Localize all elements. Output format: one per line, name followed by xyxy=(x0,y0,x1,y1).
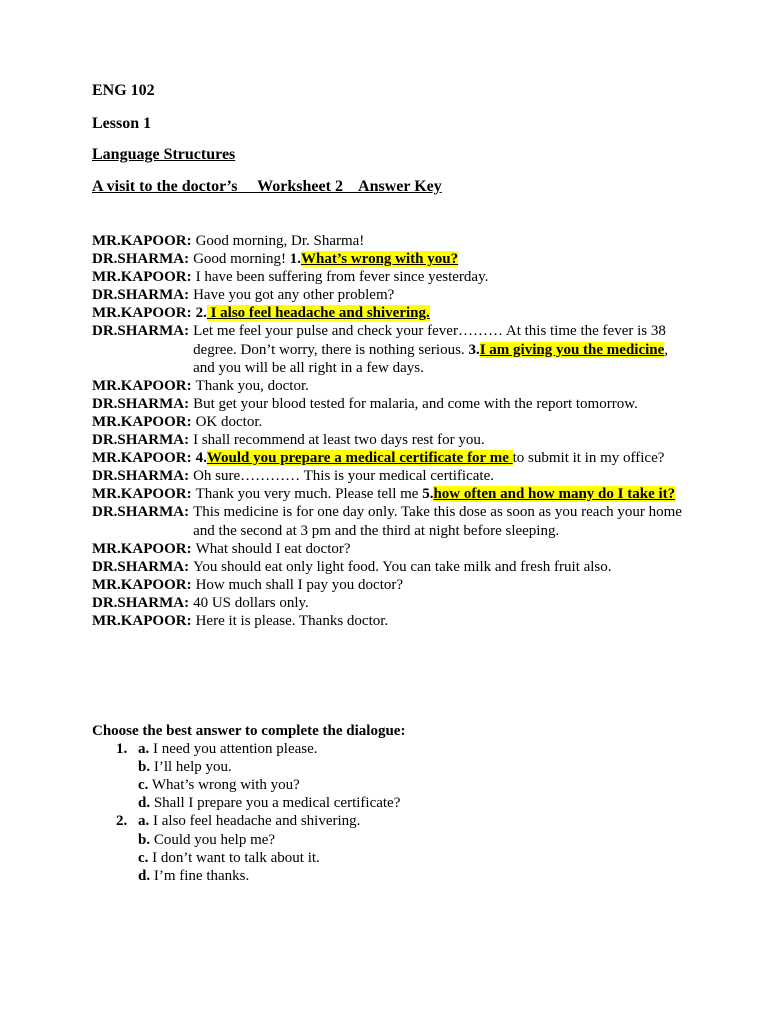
answer-highlight: I also feel headache and shivering. xyxy=(206,305,430,322)
dialogue-line xyxy=(92,594,692,612)
question-number: 1. xyxy=(116,741,128,758)
utterance xyxy=(193,431,692,449)
dialogue-line xyxy=(92,503,692,539)
dialogue-line xyxy=(92,467,692,485)
answer-option xyxy=(138,776,692,794)
question-number: 2. xyxy=(116,813,128,830)
option-letter: b. xyxy=(138,831,151,848)
option-text: What’s wrong with you? xyxy=(148,777,300,794)
utterance-text: Have you got any other problem? xyxy=(193,287,395,304)
utterance-text: Good morning! xyxy=(193,251,290,268)
quiz-section xyxy=(92,722,692,885)
utterance xyxy=(196,576,692,594)
utterance xyxy=(193,395,692,413)
speaker-label: MR.KAPOOR: xyxy=(92,450,192,467)
speaker-label: DR.SHARMA: xyxy=(92,594,190,611)
speaker-label: MR.KAPOOR: xyxy=(92,540,192,557)
answer-number: 5. xyxy=(422,486,434,503)
utterance-text: , and you will be all right in a few days. xyxy=(193,341,669,376)
speaker-label: MR.KAPOOR: xyxy=(92,269,192,286)
speaker-label: DR.SHARMA: xyxy=(92,468,190,485)
utterance-text: Good morning, Dr. Sharma! xyxy=(195,233,365,249)
speaker-label: DR.SHARMA: xyxy=(92,558,190,575)
worksheet-title: A visit to the doctor’s Worksheet 2 Answer Key xyxy=(92,178,442,195)
speaker-label: MR.KAPOOR: xyxy=(92,576,192,593)
utterance-text: Let me feel your pulse and check your fever……… At this time the fever is 38 degree. Don’t worry, there is nothing serious. xyxy=(193,323,666,358)
answer-option xyxy=(138,831,692,849)
utterance-text: Thank you, doctor. xyxy=(195,377,309,394)
speaker-label: DR.SHARMA: xyxy=(92,504,190,521)
utterance xyxy=(196,304,692,322)
dialogue-line xyxy=(92,612,692,630)
dialogue-line xyxy=(92,558,692,576)
answer-number: 3. xyxy=(468,341,480,358)
course-code: ENG 102 xyxy=(92,82,155,99)
option-text: Shall I prepare you a medical certificate? xyxy=(150,795,401,812)
utterance-text: I have been suffering from fever since yesterday. xyxy=(195,269,489,286)
option-text: I also feel headache and shivering. xyxy=(149,813,361,830)
utterance-text: This medicine is for one day only. Take this dose as soon as you reach your home and the second at 3 pm and the third at night before sleeping. xyxy=(193,504,682,539)
speaker-label: MR.KAPOOR: xyxy=(92,305,192,322)
utterance xyxy=(196,377,692,395)
dialogue-line xyxy=(92,232,692,250)
answer-number: 2. xyxy=(195,305,207,322)
answer-number: 4. xyxy=(195,450,207,467)
utterance-text: Thank you very much. Please tell me xyxy=(195,486,423,503)
question-item xyxy=(92,740,692,812)
option-letter: c. xyxy=(138,777,149,794)
option-text: Could you help me? xyxy=(150,831,276,848)
answer-option xyxy=(138,794,692,812)
utterance xyxy=(196,540,692,558)
answer-highlight: I am giving you the medicine xyxy=(479,341,665,358)
speaker-label: DR.SHARMA: xyxy=(92,251,190,268)
option-letter: d. xyxy=(138,795,151,812)
utterance xyxy=(193,322,692,376)
utterance-text: But get your blood tested for malaria, and come with the report tomorrow. xyxy=(193,395,638,412)
speaker-label: MR.KAPOOR: xyxy=(92,486,192,503)
dialogue-line xyxy=(92,250,692,268)
utterance xyxy=(193,558,692,576)
answer-highlight: What’s wrong with you? xyxy=(301,251,459,268)
utterance-text: I shall recommend at least two days rest for you. xyxy=(193,432,485,449)
option-text: I’m fine thanks. xyxy=(150,867,250,884)
utterance xyxy=(196,413,692,431)
utterance xyxy=(196,612,692,630)
utterance xyxy=(196,449,692,467)
option-letter: b. xyxy=(138,759,151,776)
dialogue-line xyxy=(92,304,692,322)
utterance-text: to submit it in my office? xyxy=(512,450,665,467)
dialogue xyxy=(92,232,692,630)
option-letter: c. xyxy=(138,849,149,866)
speaker-label: DR.SHARMA: xyxy=(92,323,190,340)
answer-option xyxy=(138,867,692,885)
utterance xyxy=(193,467,692,485)
utterance xyxy=(193,286,692,304)
utterance xyxy=(196,232,692,250)
dialogue-line xyxy=(92,485,692,503)
option-text: I need you attention please. xyxy=(149,741,318,758)
dialogue-line xyxy=(92,268,692,286)
utterance xyxy=(196,485,692,503)
answer-highlight: Would you prepare a medical certificate for me xyxy=(206,450,513,467)
answer-number: 1. xyxy=(289,251,301,268)
utterance-text: Here it is please. Thanks doctor. xyxy=(195,612,389,629)
dialogue-line xyxy=(92,576,692,594)
utterance-text: OK doctor. xyxy=(195,413,263,430)
utterance-text: You should eat only light food. You can take milk and fresh fruit also. xyxy=(193,558,612,575)
utterance-text: How much shall I pay you doctor? xyxy=(195,576,404,593)
answer-option xyxy=(138,812,692,830)
dialogue-line xyxy=(92,322,692,376)
utterance-text: What should I eat doctor? xyxy=(195,540,351,557)
dialogue-line xyxy=(92,395,692,413)
utterance xyxy=(193,594,692,612)
answer-option xyxy=(138,849,692,867)
question-list xyxy=(92,740,692,885)
utterance-text: 40 US dollars only. xyxy=(193,594,309,611)
option-letter: d. xyxy=(138,867,151,884)
speaker-label: MR.KAPOOR: xyxy=(92,612,192,629)
question-item xyxy=(92,812,692,884)
speaker-label: DR.SHARMA: xyxy=(92,395,190,412)
option-list xyxy=(138,812,692,884)
utterance xyxy=(193,250,692,268)
speaker-label: DR.SHARMA: xyxy=(92,432,190,449)
utterance xyxy=(193,503,692,539)
option-text: I’ll help you. xyxy=(150,759,232,776)
dialogue-line xyxy=(92,377,692,395)
speaker-label: MR.KAPOOR: xyxy=(92,413,192,430)
section-title: Language Structures xyxy=(92,146,236,163)
lesson-label: Lesson 1 xyxy=(92,115,152,132)
dialogue-line xyxy=(92,431,692,449)
speaker-label: MR.KAPOOR: xyxy=(92,233,192,249)
answer-option xyxy=(138,758,692,776)
utterance-text: Oh sure………… This is your medical certificate. xyxy=(193,468,494,485)
dialogue-line xyxy=(92,286,692,304)
answer-highlight: how often and how many do I take it? xyxy=(433,486,676,503)
dialogue-line xyxy=(92,413,692,431)
answer-option xyxy=(138,740,692,758)
option-list xyxy=(138,740,692,812)
option-text: I don’t want to talk about it. xyxy=(148,849,320,866)
quiz-instruction: Choose the best answer to complete the dialogue: xyxy=(92,723,406,739)
utterance xyxy=(196,268,692,286)
speaker-label: DR.SHARMA: xyxy=(92,287,190,304)
option-letter: a. xyxy=(138,741,150,758)
option-letter: a. xyxy=(138,813,150,830)
speaker-label: MR.KAPOOR: xyxy=(92,377,192,394)
dialogue-line xyxy=(92,449,692,467)
dialogue-line xyxy=(92,540,692,558)
